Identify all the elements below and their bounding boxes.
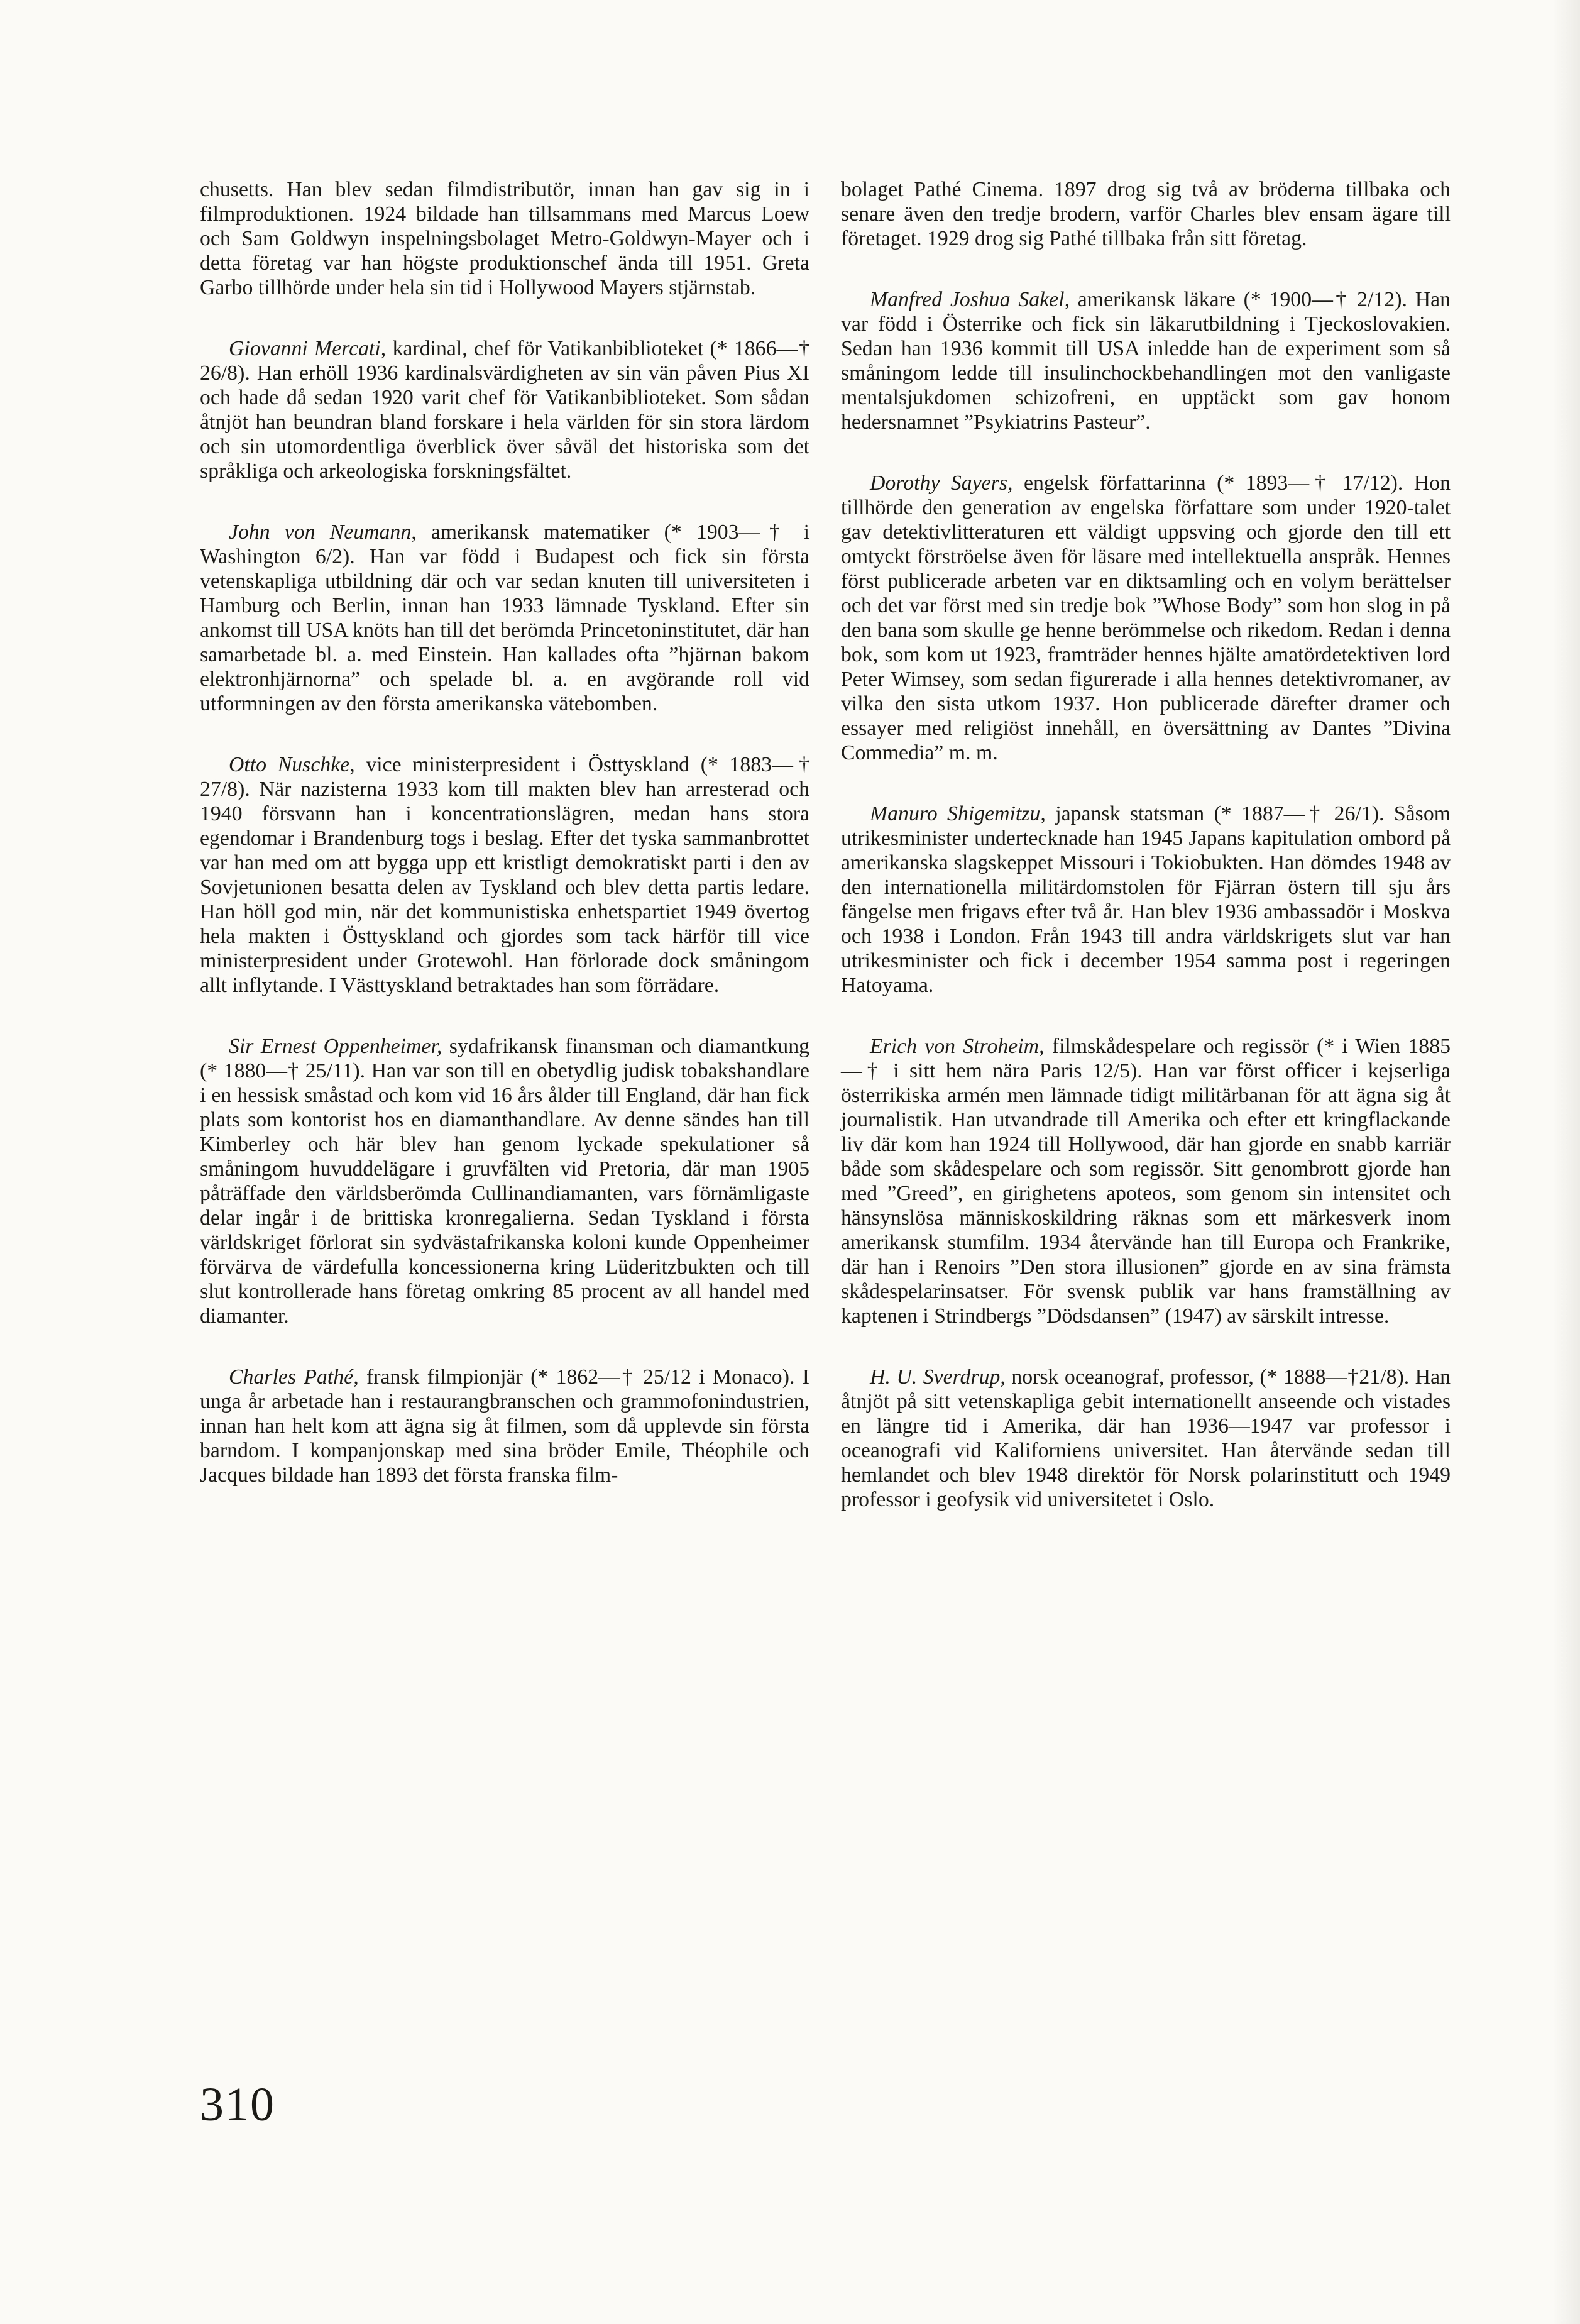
entry-name: H. U. Sverdrup, — [870, 1365, 1006, 1389]
entry-name: Erich von Stroheim, — [870, 1035, 1045, 1058]
entry-sayers — [841, 471, 1451, 765]
page-number: 310 — [200, 2078, 275, 2131]
entry-shigemitzu — [841, 801, 1451, 998]
entry-oppenheimer — [200, 1034, 809, 1328]
entry-text: norsk oceanograf, professor, (* 1888—†21/8). Han åtnjöt på sitt vetenskapliga gebit internationellt anseende och vistades en längre tid i Amerika, där han 1936—1947 var professor i oceanografi vid Kaliforniens universitet. Han återvände sedan till hemlandet och blev 1948 direktör för Norsk polarinstitutt och 1949 professor i geofysik vid universitetet i Oslo. — [841, 1365, 1451, 1511]
entry-mercati — [200, 336, 809, 483]
entry-name: Manuro Shigemitzu, — [870, 802, 1046, 825]
continuation-text: chusetts. Han blev sedan filmdistributör, innan han gav sig in i filmproduktionen. 1924 bildade han tillsammans med Marcus Loew och Sam Goldwyn inspelningsbolaget Metro-Goldwyn-Mayer och i detta företag var han högste produktionschef ända till 1951. Greta Garbo tillhörde under hela sin tid i Hollywood Mayers stjärnstab. — [200, 178, 809, 299]
entry-text: filmskådespelare och regissör (* i Wien 1885—† i sitt hem nära Paris 12/5). Han var först officer i kejserliga österrikiska armén men lämnade tidigt militärbanan för att ägna sig åt journalistik. Han utvandrade till Amerika och efter ett kringflackande liv där kom han 1924 till Hollywood, där han gjorde en snabb karriär både som skådespelare och som regissör. Sitt genombrott gjorde han med ”Greed”, en girighetens apoteos, som genom sin intensitet och hänsynslösa människoskildring räknas som ett märkesverk inom amerikansk stumfilm. 1934 återvände han till Europa och Frankrike, där han i Renoirs ”Den stora illusionen” gjorde en av sina främsta skådespelarinsatser. För svensk publik var hans framställning av kaptenen i Strindbergs ”Dödsdansen” (1947) av särskilt intresse. — [841, 1035, 1451, 1328]
right-column — [841, 177, 1451, 1548]
entry-name: Charles Pathé, — [229, 1365, 359, 1389]
entry-text: amerikansk läkare (* 1900—† 2/12). Han var född i Österrike och fick sin läkarutbildning i Tjeckoslovakien. Sedan han 1936 kommit till USA inledde han de experiment som så småningom ledde till insulinchockbehandlingen mot den vanligaste mentalsjukdomen schizofreni, en upptäckt som gav honom hedersnamnet ”Psykiatrins Pasteur”. — [841, 288, 1451, 434]
entry-name: Manfred Joshua Sakel, — [870, 288, 1070, 311]
entry-text: fransk filmpionjär (* 1862—† 25/12 i Monaco). I unga år arbetade han i restaurangbranschen och grammofonindustrien, innan han helt kom att ägna sig åt filmen, som då upplevde sin första barndom. I kompanjonskap med sina bröder Emile, Théophile och Jacques bildade han 1893 det första franska film- — [200, 1365, 809, 1487]
entry-von-neumann — [200, 520, 809, 716]
page-edge-shadow — [1552, 0, 1580, 2324]
entry-name: Giovanni Mercati, — [229, 337, 387, 360]
entry-nuschke — [200, 752, 809, 998]
entry-text: vice ministerpresident i Östtyskland (* 1883—† 27/8). När nazisterna 1933 kom till makten blev han arresterad och 1940 försvann han i koncentrationslägren, medan hans stora egendomar i Brandenburg togs i beslag. Efter det tyska sammanbrottet var han med om att bygga upp ett kristligt demokratiskt parti i den av Sovjetunionen besatta delen av Tyskland och blev detta partis ledare. Han höll god min, när det kommunistiska enhetspartiet 1949 övertog hela makten i Östtyskland och gjordes som tack härför till vice ministerpresident under Grotewohl. Han förlorade dock småningom allt inflytande. I Västtyskland betraktades han som förrädare. — [200, 753, 809, 997]
entry-stroheim — [841, 1034, 1451, 1328]
continuation-text: bolaget Pathé Cinema. 1897 drog sig två av bröderna tillbaka och senare även den tredje brodern, varför Charles blev ensam ägare till företaget. 1929 drog sig Pathé tillbaka från sitt företag. — [841, 178, 1451, 250]
entry-name: Sir Ernest Oppenheimer, — [229, 1035, 442, 1058]
entry-sverdrup — [841, 1365, 1451, 1512]
entry-pathe — [200, 1365, 809, 1487]
entry-text: sydafrikansk finansman och diamantkung (* 1880—† 25/11). Han var son till en obetydlig judisk tobakshandlare i en hessisk småstad och kom vid 16 års ålder till England, där han fick plats som kontorist hos en diamanthandlare. Av denne sändes han till Kimberley och här blev han genom lyckade spekulationer så småningom huvuddelägare i gruvfälten vid Pretoria, där man 1905 påträffade den världsberömda Cullinandiamanten, vars förnämligaste delar ingår i de brittiska kronregalierna. Sedan Tyskland i första världskriget förlorat sin sydvästafrikanska koloni kunde Oppenheimer förvärva de värdefulla koncessionerna kring Lüderitzbukten och till slut kontrollerade hans företag omkring 85 procent av all handel med diamanter. — [200, 1035, 809, 1328]
entry-text: kardinal, chef för Vatikanbiblioteket (* 1866—† 26/8). Han erhöll 1936 kardinalsvärdigheten av sin vän påven Pius XI och hade då sedan 1920 varit chef för Vatikanbiblioteket. Som sådan åtnjöt han beundran bland forskare i hela världen för sin stora lärdom och sin utomordentliga överblick över såväl det historiska som det språkliga och arkeologiska forskningsfältet. — [200, 337, 809, 483]
entry-name: Dorothy Sayers, — [870, 471, 1013, 495]
entry-name: John von Neumann, — [229, 520, 417, 544]
entry-name: Otto Nuschke, — [229, 753, 355, 776]
left-column — [200, 177, 809, 1524]
entry-sakel — [841, 287, 1451, 434]
entry-text: japansk statsman (* 1887—† 26/1). Såsom utrikesminister undertecknade han 1945 Japans kapitulation ombord på amerikanska slagskeppet Missouri i Tokiobukten. Han dömdes 1948 av den internationella militärdomstolen för Fjärran östern till sju års fängelse men frigavs efter två år. Han blev 1936 ambassadör i Moskva och 1938 i London. Från 1943 till andra världskrigets slut var han utrikesminister och fick i december 1954 samma post i regeringen Hatoyama. — [841, 802, 1451, 997]
entry-text: engelsk författarinna (* 1893—† 17/12). Hon tillhörde den generation av engelska författare som under 1920-talet gav detektivlitteraturen ett väldigt uppsving och gjorde den till ett omtyckt förströelse även för läsare med intellektuella anspråk. Hennes först publicerade arbeten var en diktsamling och en volym berättelser och det var först med sin tredje bok ”Whose Body” som hon slog in på den bana som skulle ge henne berömmelse och rikedom. Redan i denna bok, som kom ut 1923, framträder hennes hjälte amatördetektiven lord Peter Wimsey, som sedan figurerade i alla hennes detektivromaner, av vilka den sista utkom 1937. Hon publicerade därefter dramer och essayer med religiöst innehåll, en översättning av Dantes ”Divina Commedia” m. m. — [841, 471, 1451, 764]
entry-text: amerikansk matematiker (* 1903—† i Washington 6/2). Han var född i Budapest och fick sin första vetenskapliga utbildning där och var sedan knuten till universiteten i Hamburg och Berlin, innan han 1933 lämnade Tyskland. Efter sin ankomst till USA knöts han till det berömda Princetoninstitutet, där han samarbetade bl. a. med Einstein. Han kallades ofta ”hjärnan bakom elektronhjärnorna” och spelade bl. a. en avgörande roll vid utformningen av den första amerikanska vätebomben. — [200, 520, 809, 715]
